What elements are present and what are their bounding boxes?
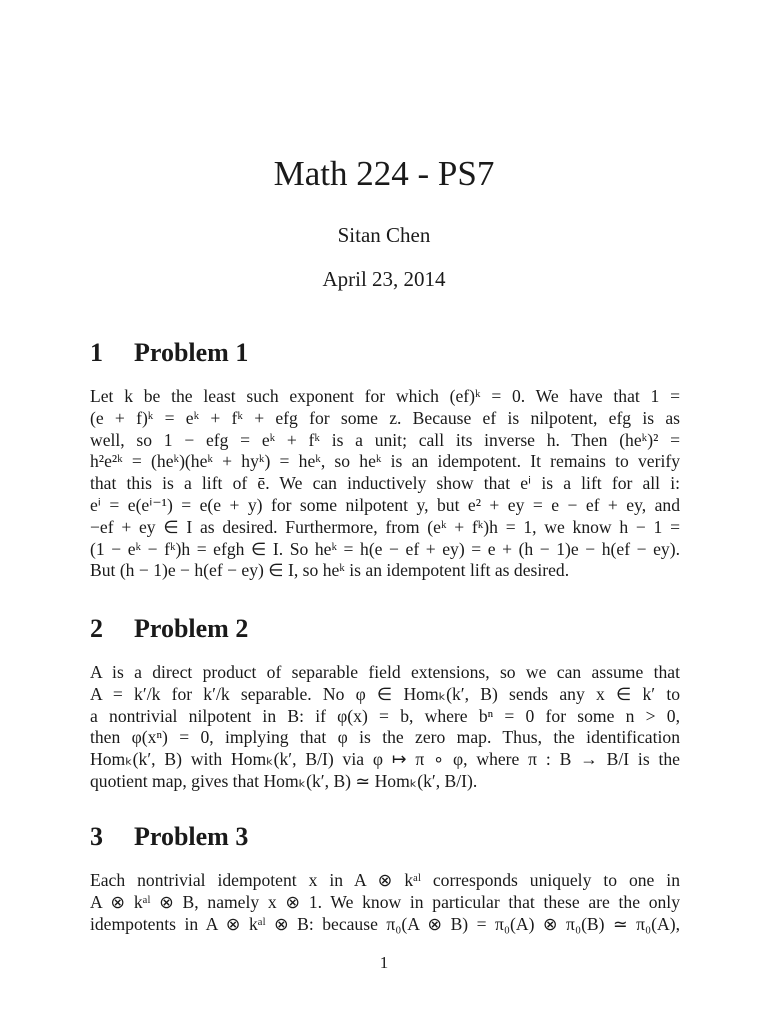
section-problem-3 <box>90 820 680 935</box>
paragraph <box>90 870 680 935</box>
text-line: then φ(xⁿ) = 0, implying that φ is the zero map. Thus, the identification <box>90 727 680 748</box>
section-problem-2 <box>90 612 680 793</box>
text-line: A ⊗ kᵃˡ ⊗ B, namely x ⊗ 1. We know in particular that these are the only <box>90 891 680 912</box>
text-line: h²e²ᵏ = (heᵏ)(heᵏ + hyᵏ) = heᵏ, so heᵏ is an idempotent. It remains to verify <box>90 451 680 472</box>
text-line: idempotents in A ⊗ kᵃˡ ⊗ B: because π₀(A ⊗ B) = π₀(A) ⊗ π₀(B) ≃ π₀(A), <box>90 913 680 934</box>
section-heading <box>90 336 680 370</box>
section-number: 1 <box>90 338 103 367</box>
section-number: 2 <box>90 614 103 643</box>
text-line: But (h − 1)e − h(ef − ey) ∈ I, so heᵏ is an idempotent lift as desired. <box>90 560 570 581</box>
section-title: Problem 1 <box>134 338 249 367</box>
paragraph <box>90 662 680 793</box>
section-heading <box>90 612 680 646</box>
section-title: Problem 3 <box>134 822 249 851</box>
section-heading <box>90 820 680 854</box>
text-line: −ef + ey ∈ I as desired. Furthermore, from (eᵏ + fᵏ)h = 1, we know h − 1 = <box>90 516 680 537</box>
text-line: well, so 1 − efg = eᵏ + fᵏ is a unit; call its inverse h. Then (heᵏ)² = <box>90 429 680 450</box>
section-title: Problem 2 <box>134 614 249 643</box>
section-problem-1 <box>90 336 680 582</box>
section-number: 3 <box>90 822 103 851</box>
text-line: (e + f)ᵏ = eᵏ + fᵏ + efg for some z. Because ef is nilpotent, efg is as <box>90 407 680 428</box>
text-line: Let k be the least such exponent for which (ef)ᵏ = 0. We have that 1 = <box>90 386 680 406</box>
document-date: April 23, 2014 <box>322 267 446 291</box>
text-line: (1 − eᵏ − fᵏ)h = efgh ∈ I. So heᵏ = h(e − ef + ey) = e + (h − 1)e − h(ef − ey). <box>90 538 680 559</box>
text-line: Homₖ(k′, B) with Homₖ(k′, B/I) via φ ↦ π ∘ φ, where π : B → B/I is the <box>90 749 680 770</box>
text-line: that this is a lift of ē. We can inductively show that eⁱ is a lift for all i: <box>90 473 680 494</box>
paragraph <box>90 386 680 582</box>
text-line: A = k′/k for k′/k separable. No φ ∈ Homₖ(k′, B) sends any x ∈ k′ to <box>90 683 680 704</box>
document-author: Sitan Chen <box>337 223 431 247</box>
text-line: quotient map, gives that Homₖ(k′, B) ≃ Homₖ(k′, B/I). <box>90 770 478 791</box>
document-title: Math 224 - PS7 <box>273 154 495 193</box>
page-number: 1 <box>379 953 389 972</box>
text-line: eⁱ = e(eⁱ⁻¹) = e(e + y) for some nilpotent y, but e² + ey = e − ef + ey, and <box>90 494 680 515</box>
text-line: Each nontrivial idempotent x in A ⊗ kᵃˡ corresponds uniquely to one in <box>90 870 680 890</box>
text-line: a nontrivial nilpotent in B: if φ(x) = b, where bⁿ = 0 for some n > 0, <box>90 705 680 726</box>
text-line: A is a direct product of separable field extensions, so we can assume that <box>90 662 680 682</box>
